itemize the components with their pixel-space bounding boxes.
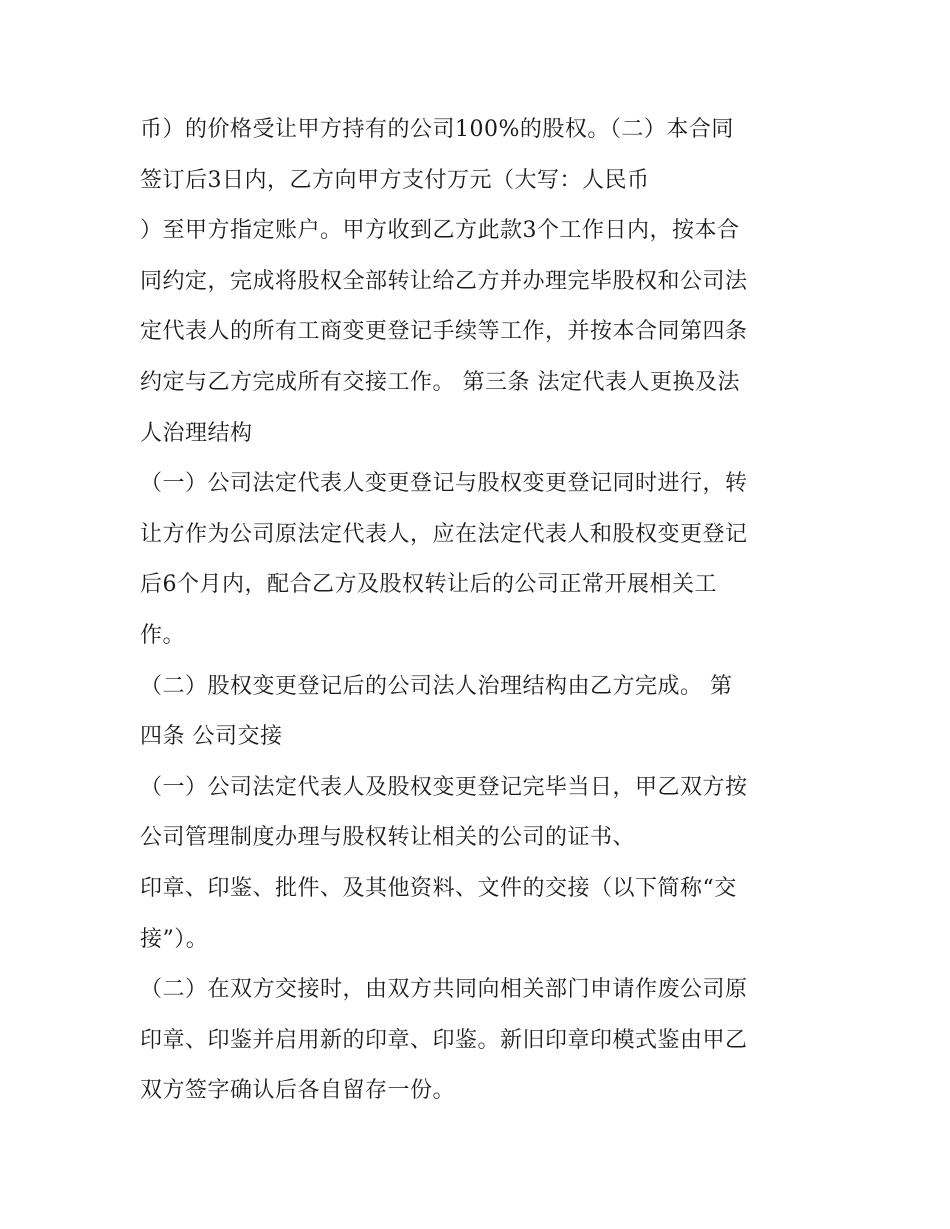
- text-line: 定代表人的所有工商变更登记手续等工作，并按本合同第四条: [140, 319, 748, 345]
- text-line: 同约定，完成将股权全部转让给乙方并办理完毕股权和公司法: [140, 268, 748, 294]
- text-line: 公司管理制度办理与股权转让相关的公司的证书、: [140, 825, 636, 851]
- text-line: 四条 公司交接: [140, 724, 283, 750]
- text-line: （一）公司法定代表人变更登记与股权变更登记同时进行，转: [140, 471, 748, 497]
- text-line: 印章、印鉴并启用新的印章、印鉴。新旧印章印模式鉴由甲乙: [140, 1027, 748, 1053]
- text-line: （二）股权变更登记后的公司法人治理结构由乙方完成。 第: [140, 673, 733, 699]
- text-line: 人治理结构: [140, 420, 253, 446]
- text-line: 后6个月内，配合乙方及股权转让后的公司正常开展相关工: [140, 572, 717, 598]
- text-line: （一）公司法定代表人及股权变更登记完毕当日，甲乙双方按: [140, 774, 748, 800]
- text-line: 币）的价格受让甲方持有的公司100%的股权。（二）本合同: [140, 117, 734, 142]
- text-line: ）至甲方指定账户。甲方收到乙方此款3个工作日内，按本合: [140, 218, 740, 244]
- text-line: 接”）。: [140, 926, 209, 952]
- text-line: 作。: [140, 622, 186, 648]
- text-line: 签订后3日内，乙方向甲方支付万元（大写：人民币: [140, 167, 650, 193]
- text-line: 印章、印鉴、批件、及其他资料、文件的交接（以下简称“交: [140, 875, 737, 901]
- text-line: （二）在双方交接时，由双方共同向相关部门申请作废公司原: [140, 977, 748, 1003]
- document-body: [140, 105, 830, 1117]
- text-line: 让方作为公司原法定代表人，应在法定代表人和股权变更登记: [140, 521, 748, 547]
- text-line: 双方签字确认后各自留存一份。: [140, 1078, 456, 1104]
- text-line: 约定与乙方完成所有交接工作。 第三条 法定代表人更换及法: [140, 369, 740, 395]
